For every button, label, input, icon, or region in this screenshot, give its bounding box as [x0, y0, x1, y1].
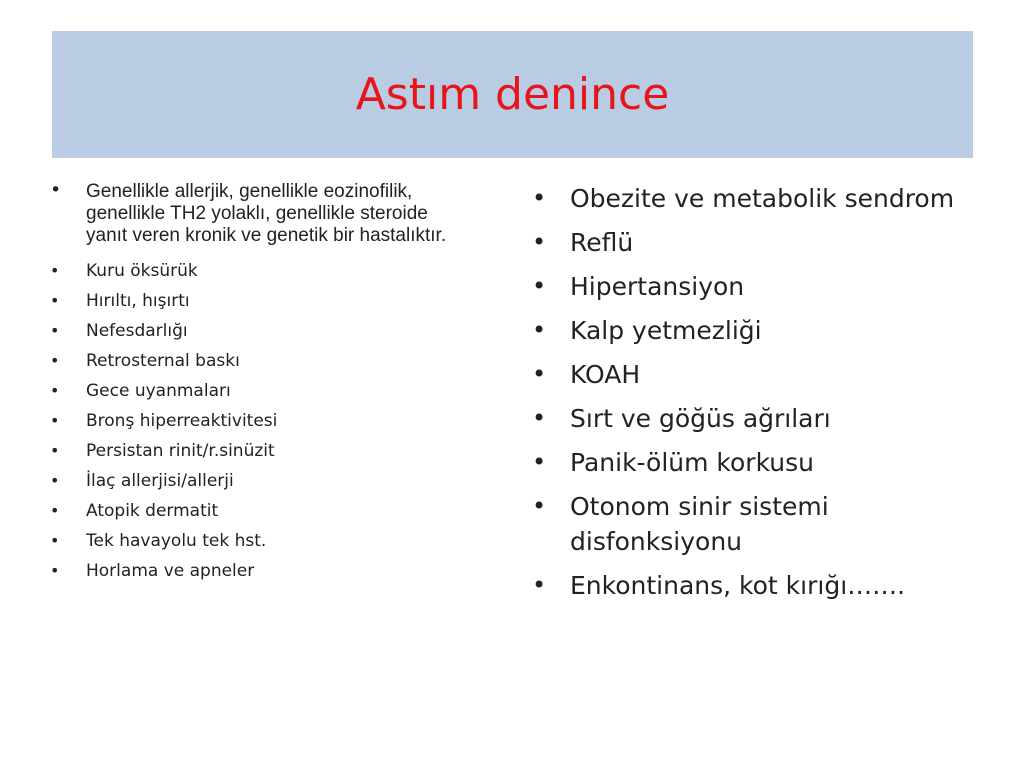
left-list-item	[50, 501, 460, 521]
bullet-icon: •	[50, 291, 60, 310]
left-item-text: Genellikle allerjik, genellikle eozinofilik, genellikle TH2 yolaklı, genellikle steroide yanıt veren kronik ve genetik bir hastalıktır.	[86, 181, 447, 246]
bullet-icon: •	[50, 531, 60, 550]
right-list-item	[532, 269, 972, 304]
title-banner	[52, 31, 973, 158]
left-list-item	[50, 471, 460, 491]
left-item-text: Hırıltı, hışırtı	[86, 291, 190, 311]
bullet-icon: •	[532, 272, 547, 300]
right-item-text: Enkontinans, kot kırığı…….	[570, 571, 906, 600]
bullet-icon: •	[50, 411, 60, 430]
bullet-icon: •	[532, 571, 547, 599]
left-list-item	[50, 531, 460, 551]
right-item-text: Panik-ölüm korkusu	[570, 448, 814, 477]
bullet-icon: •	[50, 179, 62, 201]
left-item-text: Atopik dermatit	[86, 501, 219, 521]
left-item-text: Nefesdarlığı	[86, 321, 188, 341]
right-item-text: Obezite ve metabolik sendrom	[570, 184, 955, 213]
left-item-text: İlaç allerjisi/allerji	[86, 471, 234, 491]
bullet-icon: •	[532, 448, 547, 476]
bullet-icon: •	[532, 404, 547, 432]
right-item-text: KOAH	[570, 360, 641, 389]
right-list-item	[532, 225, 972, 260]
right-list-item	[532, 313, 972, 348]
left-list-item	[50, 261, 460, 281]
left-item-text: Kuru öksürük	[86, 261, 198, 281]
right-item-text: Otonom sinir sistemi disfonksiyonu	[570, 492, 829, 556]
bullet-icon: •	[50, 501, 60, 520]
slide-title: Astım denince	[355, 69, 670, 120]
left-bullet-list	[50, 181, 460, 591]
bullet-icon: •	[532, 316, 547, 344]
bullet-icon: •	[50, 381, 60, 400]
bullet-icon: •	[532, 228, 547, 256]
left-list-item	[50, 321, 460, 341]
left-list-item	[50, 381, 460, 401]
left-item-text: Horlama ve apneler	[86, 561, 255, 581]
right-list-item	[532, 445, 972, 480]
right-list-item	[532, 181, 972, 216]
right-list-item	[532, 568, 972, 603]
left-list-item	[50, 351, 460, 371]
bullet-icon: •	[532, 360, 547, 388]
right-list-item	[532, 489, 972, 559]
left-item-text: Tek havayolu tek hst.	[86, 531, 267, 551]
right-list-item	[532, 401, 972, 436]
bullet-icon: •	[50, 441, 60, 460]
right-item-text: Reflü	[570, 228, 634, 257]
right-item-text: Kalp yetmezliği	[570, 316, 762, 345]
right-item-text: Sırt ve göğüs ağrıları	[570, 404, 831, 433]
left-item-text: Persistan rinit/r.sinüzit	[86, 441, 275, 461]
bullet-icon: •	[50, 561, 60, 580]
left-list-item	[50, 411, 460, 431]
left-list-item	[50, 441, 460, 461]
left-item-text: Retrosternal baskı	[86, 351, 240, 371]
right-item-text: Hipertansiyon	[570, 272, 745, 301]
bullet-icon: •	[50, 261, 60, 280]
left-list-item	[50, 561, 460, 581]
left-list-item	[50, 181, 460, 261]
bullet-icon: •	[50, 321, 60, 340]
bullet-icon: •	[532, 184, 547, 212]
right-list-item	[532, 357, 972, 392]
bullet-icon: •	[50, 471, 60, 490]
right-bullet-list	[532, 181, 972, 612]
bullet-icon: •	[50, 351, 60, 370]
bullet-icon: •	[532, 492, 547, 520]
left-item-text: Bronş hiperreaktivitesi	[86, 411, 278, 431]
left-item-text: Gece uyanmaları	[86, 381, 231, 401]
left-list-item	[50, 291, 460, 311]
